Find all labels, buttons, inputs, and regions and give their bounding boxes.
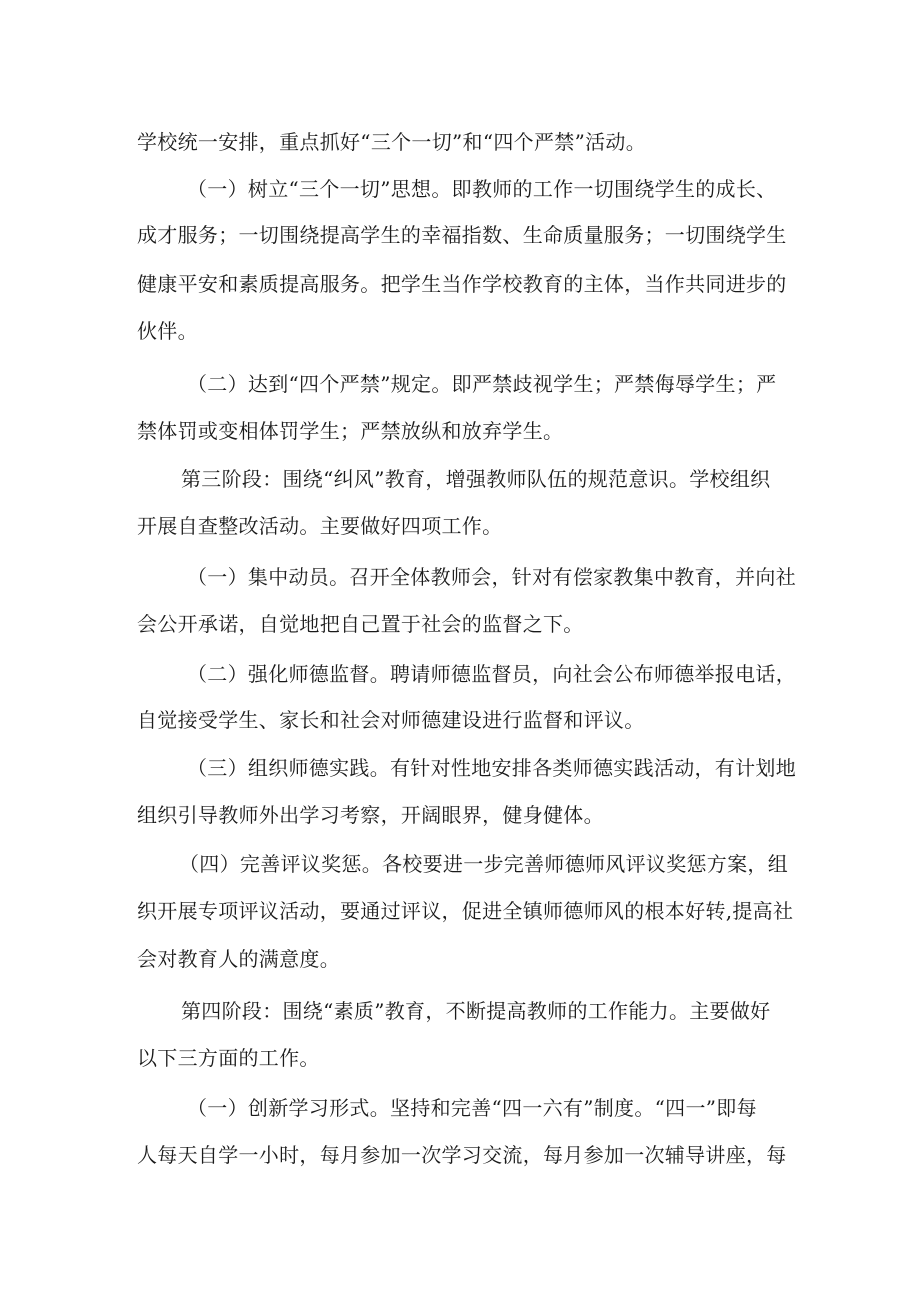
- text-line: 会公开承诺，自觉地把自己置于社会的监督之下。: [137, 612, 584, 636]
- text-line: （一）集中动员。召开全体教师会，针对有偿家教集中教育，并向社: [187, 565, 796, 589]
- text-line: 人每天自学一小时，每月参加一次学习交流，每月参加一次辅导讲座，每: [137, 1143, 787, 1167]
- text-line: 伙伴。: [137, 319, 198, 343]
- text-line: （一）树立“三个一切”思想。即教师的工作一切围绕学生的成长、: [187, 177, 777, 201]
- text-line: 织开展专项评议活动，要通过评议，促进全镇师德师风的根本好转,提高社: [137, 899, 794, 923]
- text-line: （二）达到“四个严禁”规定。即严禁歧视学生；严禁侮辱学生；严: [187, 372, 777, 396]
- text-line: 健康平安和素质提高服务。把学生当作学校教育的主体，当作共同进步的: [137, 272, 787, 296]
- text-line: 学校统一安排，重点抓好“三个一切”和“四个严禁”活动。: [137, 130, 646, 154]
- text-line: 组织引导教师外出学习考察，开阔眼界，健身健体。: [137, 803, 604, 827]
- text-line: 第三阶段：围绕“纠风”教育，增强教师队伍的规范意识。学校组织: [181, 467, 771, 491]
- text-line: （三）组织师德实践。有针对性地安排各类师德实践活动，有计划地: [187, 756, 796, 780]
- text-line: 会对教育人的满意度。: [137, 947, 340, 971]
- text-line: 以下三方面的工作。: [137, 1046, 320, 1070]
- text-line: 成才服务；一切围绕提高学生的幸福指数、生命质量服务；一切围绕学生: [137, 223, 787, 247]
- text-line: （一）创新学习形式。坚持和完善“四一六有”制度。“四一”即每: [187, 1096, 757, 1120]
- text-line: 开展自查整改活动。主要做好四项工作。: [137, 514, 503, 538]
- text-line: 自觉接受学生、家长和社会对师德建设进行监督和评议。: [137, 708, 645, 732]
- text-line: （四）完善评议奖惩。各校要进一步完善师德师风评议奖惩方案，组: [179, 852, 788, 876]
- text-line: （二）强化师德监督。聘请师德监督员，向社会公布师德举报电话，: [187, 662, 796, 686]
- text-line: 第四阶段：围绕“素质”教育，不断提高教师的工作能力。主要做好: [181, 999, 771, 1023]
- text-line: 禁体罚或变相体罚学生；严禁放纵和放弃学生。: [137, 419, 564, 443]
